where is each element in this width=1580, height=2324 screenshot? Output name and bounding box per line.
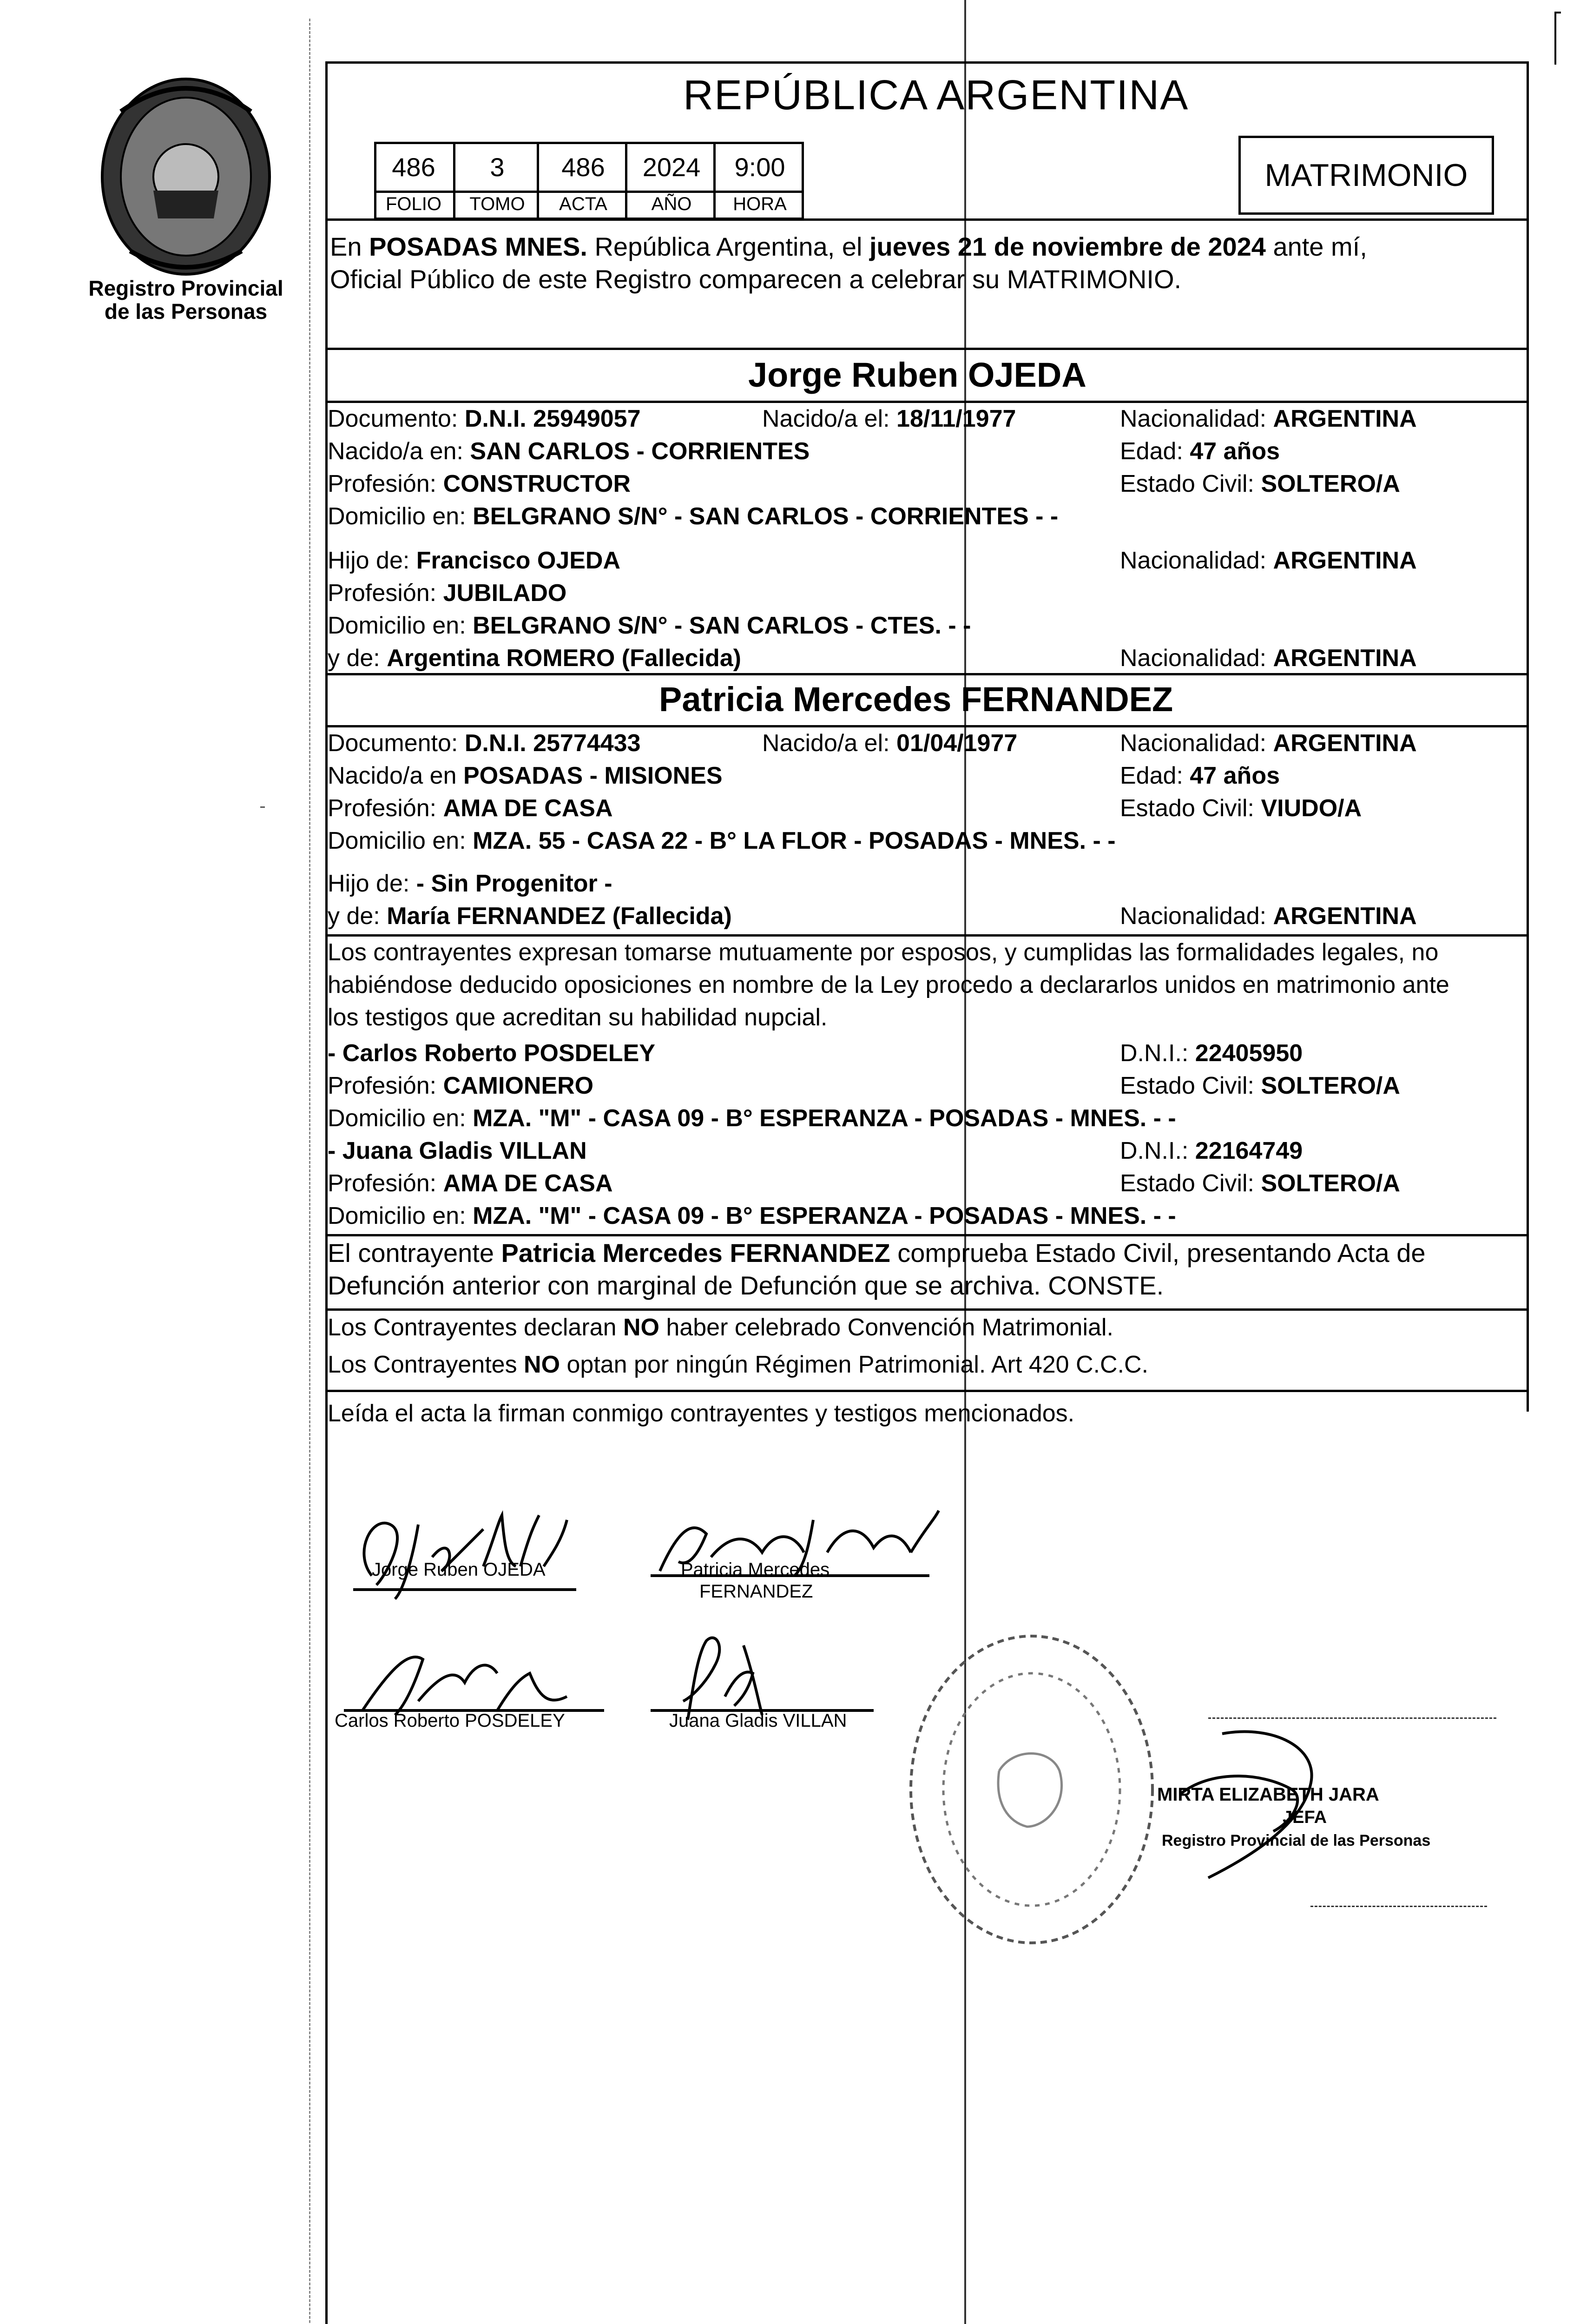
header-divider <box>325 218 1527 221</box>
section-divider-5 <box>325 934 1527 937</box>
section-divider-8 <box>325 1390 1527 1392</box>
page-title: REPÚBLICA ARGENTINA <box>683 72 1189 119</box>
section-divider-6 <box>325 1234 1527 1236</box>
registry-acta-value: 486 <box>537 144 627 191</box>
spouse1-profession: Profesión: CONSTRUCTOR <box>328 470 631 497</box>
spouse2-civil-status: Estado Civil: VIUDO/A <box>1120 795 1362 822</box>
witness1-name: - Carlos Roberto POSDELEY <box>328 1040 655 1067</box>
witness2-civil-status: Estado Civil: SOLTERO/A <box>1120 1170 1400 1197</box>
witness2-address: Domicilio en: MZA. "M" - CASA 09 - B° ESPERANZA - POSADAS - MNES. - - <box>328 1202 1176 1229</box>
spouse1-address: Domicilio en: BELGRANO S/N° - SAN CARLOS - CORRIENTES - - <box>328 503 1059 530</box>
spouse1-nationality: Nacionalidad: ARGENTINA <box>1120 405 1417 432</box>
spouse1-father-nationality: Nacionalidad: ARGENTINA <box>1120 547 1417 574</box>
spouse1-birthdate: Nacido/a el: 18/11/1977 <box>762 405 1016 432</box>
spouse1-birthplace: Nacido/a en: SAN CARLOS - CORRIENTES <box>328 438 810 465</box>
witness1-address: Domicilio en: MZA. "M" - CASA 09 - B° ESPERANZA - POSADAS - MNES. - - <box>328 1105 1176 1132</box>
witness1-dni: D.N.I.: 22405950 <box>1120 1040 1303 1067</box>
registry-hour-label: HORA <box>713 192 804 218</box>
margin-line <box>309 19 310 2324</box>
spouse2-profession: Profesión: AMA DE CASA <box>328 795 613 822</box>
registry-year-label: AÑO <box>625 192 716 218</box>
section-divider-3 <box>325 673 1527 675</box>
registry-hour-value: 9:00 <box>713 144 804 191</box>
section-divider-4 <box>325 725 1527 727</box>
spouse2-name: Patricia Mercedes FERNANDEZ <box>659 680 1173 719</box>
spouse1-mother-nationality: Nacionalidad: ARGENTINA <box>1120 645 1417 672</box>
official-role: JEFA <box>1283 1808 1327 1827</box>
seal-line-2: de las Personas <box>104 299 268 324</box>
closing-statement: Leída el acta la firman conmigo contrayentes y testigos mencionados. <box>328 1400 1075 1427</box>
spouse1-civil-status: Estado Civil: SOLTERO/A <box>1120 470 1400 497</box>
spouse2-mother: y de: María FERNANDEZ (Fallecida) <box>328 903 732 930</box>
note-line-2: Defunción anterior con marginal de Defunción que se archiva. CONSTE. <box>328 1271 1164 1300</box>
note-line-1: El contrayente Patricia Mercedes FERNANDEZ comprueba Estado Civil, presentando Acta de <box>328 1238 1426 1268</box>
declaration-line-1: Los contrayentes expresan tomarse mutuamente por esposos, y cumplidas las formalidades legales, no <box>328 939 1439 966</box>
spouse1-father-address: Domicilio en: BELGRANO S/N° - SAN CARLOS - CTES. - - <box>328 612 971 639</box>
witness2-name: - Juana Gladis VILLAN <box>328 1137 587 1164</box>
signature-jorge-ojeda <box>344 1497 586 1608</box>
registry-folio-value: 486 <box>392 152 435 182</box>
convention-line-2: Los Contrayentes NO optan por ningún Régimen Patrimonial. Art 420 C.C.C. <box>328 1351 1149 1378</box>
intro-line-2: Oficial Público de este Registro comparecen a celebrar su MATRIMONIO. <box>330 264 1182 294</box>
witness1-profession: Profesión: CAMIONERO <box>328 1072 594 1099</box>
witness2-profession: Profesión: AMA DE CASA <box>328 1170 613 1197</box>
spouse1-name: Jorge Ruben OJEDA <box>748 356 1086 394</box>
section-divider-2 <box>325 401 1527 403</box>
spouse2-father: Hijo de: - Sin Progenitor - <box>328 870 612 897</box>
seal-line-1: Registro Provincial <box>88 276 283 300</box>
official-name: MIRTA ELIZABETH JARA <box>1157 1784 1379 1805</box>
witness1-civil-status: Estado Civil: SOLTERO/A <box>1120 1072 1400 1099</box>
margin-dash-mark <box>260 806 265 808</box>
spouse1-father-profession: Profesión: JUBILADO <box>328 580 567 607</box>
convention-line-1: Los Contrayentes declaran NO haber celebrado Convención Matrimonial. <box>328 1314 1113 1341</box>
registry-tomo-value: 3 <box>453 144 539 191</box>
signature-patricia-fernandez <box>641 1501 948 1594</box>
registry-year-value: 2024 <box>625 144 716 191</box>
signature-label-4: Juana Gladis VILLAN <box>669 1710 847 1731</box>
registry-acta-label: ACTA <box>537 192 627 218</box>
signature-label-1: Jorge Ruben OJEDA <box>372 1559 546 1580</box>
spouse2-age: Edad: 47 años <box>1120 762 1280 789</box>
seal-emblem-icon <box>88 70 283 284</box>
official-organization: Registro Provincial de las Personas <box>1162 1832 1431 1849</box>
spouse1-age: Edad: 47 años <box>1120 438 1280 465</box>
spouse1-father: Hijo de: Francisco OJEDA <box>328 547 621 574</box>
corner-mark <box>1554 12 1561 65</box>
official-stamp-line <box>1208 1717 1496 1719</box>
registry-tomo-label: TOMO <box>453 192 539 218</box>
spouse2-birthdate: Nacido/a el: 01/04/1977 <box>762 730 1018 757</box>
section-divider-7 <box>325 1308 1527 1311</box>
intro-line-1: En POSADAS MNES. República Argentina, el jueves 21 de noviembre de 2024 ante mí, <box>330 232 1367 261</box>
signature-label-2b: FERNANDEZ <box>699 1581 813 1602</box>
spouse2-mother-nationality: Nacionalidad: ARGENTINA <box>1120 903 1417 930</box>
declaration-line-3: los testigos que acreditan su habilidad nupcial. <box>328 1004 828 1031</box>
declaration-line-2: habiéndose deducido oposiciones en nombre de la Ley procedo a declararlos unidos en matrimonio ante <box>328 971 1449 998</box>
registry-table <box>374 142 804 220</box>
spouse2-document: Documento: D.N.I. 25774433 <box>328 730 641 757</box>
spouse2-birthplace: Nacido/a en POSADAS - MISIONES <box>328 762 723 789</box>
signature-label-2a: Patricia Mercedes <box>681 1559 830 1580</box>
official-underline <box>1310 1906 1487 1907</box>
provincial-seal <box>88 70 283 330</box>
section-divider-1 <box>325 348 1527 350</box>
spouse2-nationality: Nacionalidad: ARGENTINA <box>1120 730 1417 757</box>
form-left-border <box>325 1409 328 2324</box>
spouse2-address: Domicilio en: MZA. 55 - CASA 22 - B° LA FLOR - POSADAS - MNES. - - <box>328 827 1116 854</box>
witness2-dni: D.N.I.: 22164749 <box>1120 1137 1303 1164</box>
spouse1-document: Documento: D.N.I. 25949057 <box>328 405 641 432</box>
signature-label-3: Carlos Roberto POSDELEY <box>335 1710 565 1731</box>
act-type-label: MATRIMONIO <box>1264 158 1468 193</box>
act-type-box <box>1238 136 1494 215</box>
registry-folio-label: FOLIO <box>385 194 442 214</box>
spouse1-mother: y de: Argentina ROMERO (Fallecida) <box>328 645 741 672</box>
official-round-stamp-icon <box>892 1618 1171 1961</box>
